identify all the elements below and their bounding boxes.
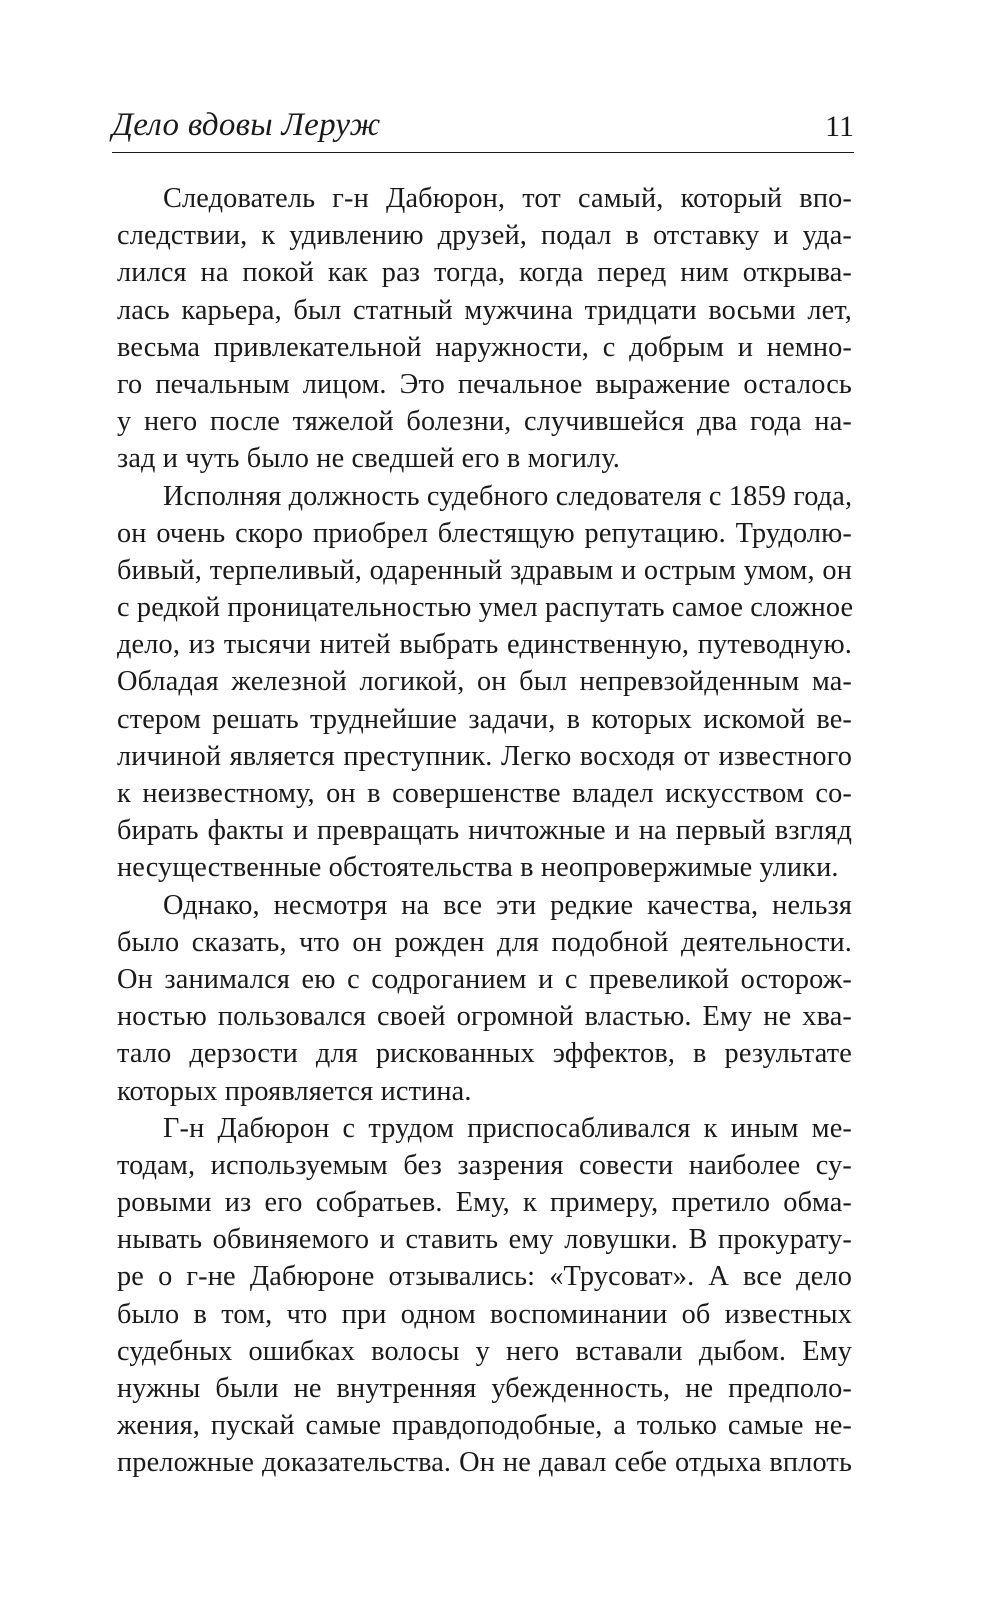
body-text <box>117 180 852 1482</box>
text-line: Он занимался ею с содроганием и с превеликой осторож- <box>117 963 852 995</box>
page-number: 11 <box>825 110 854 143</box>
text-line: Обладая железной логикой, он был непревзойденным ма- <box>117 666 852 698</box>
text-line: жения, пускай самые правдоподобные, а только самые не- <box>117 1410 852 1442</box>
text-line: он очень скоро приобрел блестящую репутацию. Трудолю- <box>117 517 852 549</box>
paragraph <box>117 478 852 887</box>
paragraph <box>117 887 852 1110</box>
text-line: с редкой проницательностью умел распутать самое сложное <box>117 592 854 624</box>
text-line: Г-н Дабюрон с трудом приспосабливался к иным ме- <box>163 1112 852 1144</box>
text-line: которых проявляется истина. <box>117 1075 472 1107</box>
text-line: Исполняя должность судебного следователя с 1859 года, <box>163 480 853 512</box>
text-line: бирать факты и превращать ничтожные и на первый взгляд <box>117 815 852 847</box>
text-line: тало дерзости для рискованных эффектов, в результате <box>117 1038 852 1070</box>
text-line: личиной является преступник. Легко восходя от известного <box>117 740 852 772</box>
text-line: Однако, несмотря на все эти редкие качества, нельзя <box>163 889 852 921</box>
text-line: нужны были не внутренняя убежденность, не предполо- <box>117 1373 852 1404</box>
text-line: тодам, используемым без зазрения совести наиболее су- <box>117 1149 852 1181</box>
text-line: дело, из тысячи нитей выбрать единственную, путеводную. <box>117 629 852 661</box>
text-line: было сказать, что он рожден для подобной деятельности. <box>117 926 852 958</box>
text-line: судебных ошибках волосы у него вставали дыбом. Ему <box>117 1335 852 1367</box>
text-line: было в том, что при одном воспоминании об известных <box>117 1298 852 1330</box>
text-line: следствии, к удивлению друзей, подал в отставку и уда- <box>117 220 852 252</box>
text-line: несущественные обстоятельства в неопровержимые улики. <box>117 852 839 884</box>
text-line: зад и чуть было не сведшей его в могилу. <box>117 443 621 475</box>
text-line: ровыми из его собратьев. Ему, к примеру, претило обма- <box>117 1187 852 1219</box>
text-line: ре о г-не Дабюроне отзывались: «Трусоват». А все дело <box>117 1261 852 1293</box>
text-line: лась карьера, был статный мужчина тридцати восьми лет, <box>117 294 852 326</box>
book-title: Дело вдовы Леруж <box>112 107 381 143</box>
paragraph <box>117 180 852 478</box>
text-line: нывать обвиняемого и ставить ему ловушки. В прокурату- <box>117 1224 852 1256</box>
text-line: преложные доказательства. Он не давал себе отдыха вплоть <box>117 1447 852 1479</box>
text-line: бивый, терпеливый, одаренный здравым и острым умом, он <box>117 554 852 586</box>
text-line: лился на покой как раз тогда, когда перед ним открыва- <box>117 257 852 289</box>
text-line: к неизвестному, он в совершенстве владел искусством со- <box>117 778 852 809</box>
text-line: у него после тяжелой болезни, случившейся два года на- <box>117 406 852 438</box>
text-line: го печальным лицом. Это печальное выражение осталось <box>117 368 852 400</box>
text-line: стером решать труднейшие задачи, в которых искомой ве- <box>117 703 852 735</box>
paragraph <box>117 1110 852 1482</box>
running-header <box>112 102 854 153</box>
text-line: Следователь г-н Дабюрон, тот самый, который впо- <box>163 183 852 214</box>
text-line: весьма привлекательной наружности, с добрым и немно- <box>117 331 852 363</box>
text-line: ностью пользовался своей огромной властью. Ему не хва- <box>117 1001 852 1033</box>
